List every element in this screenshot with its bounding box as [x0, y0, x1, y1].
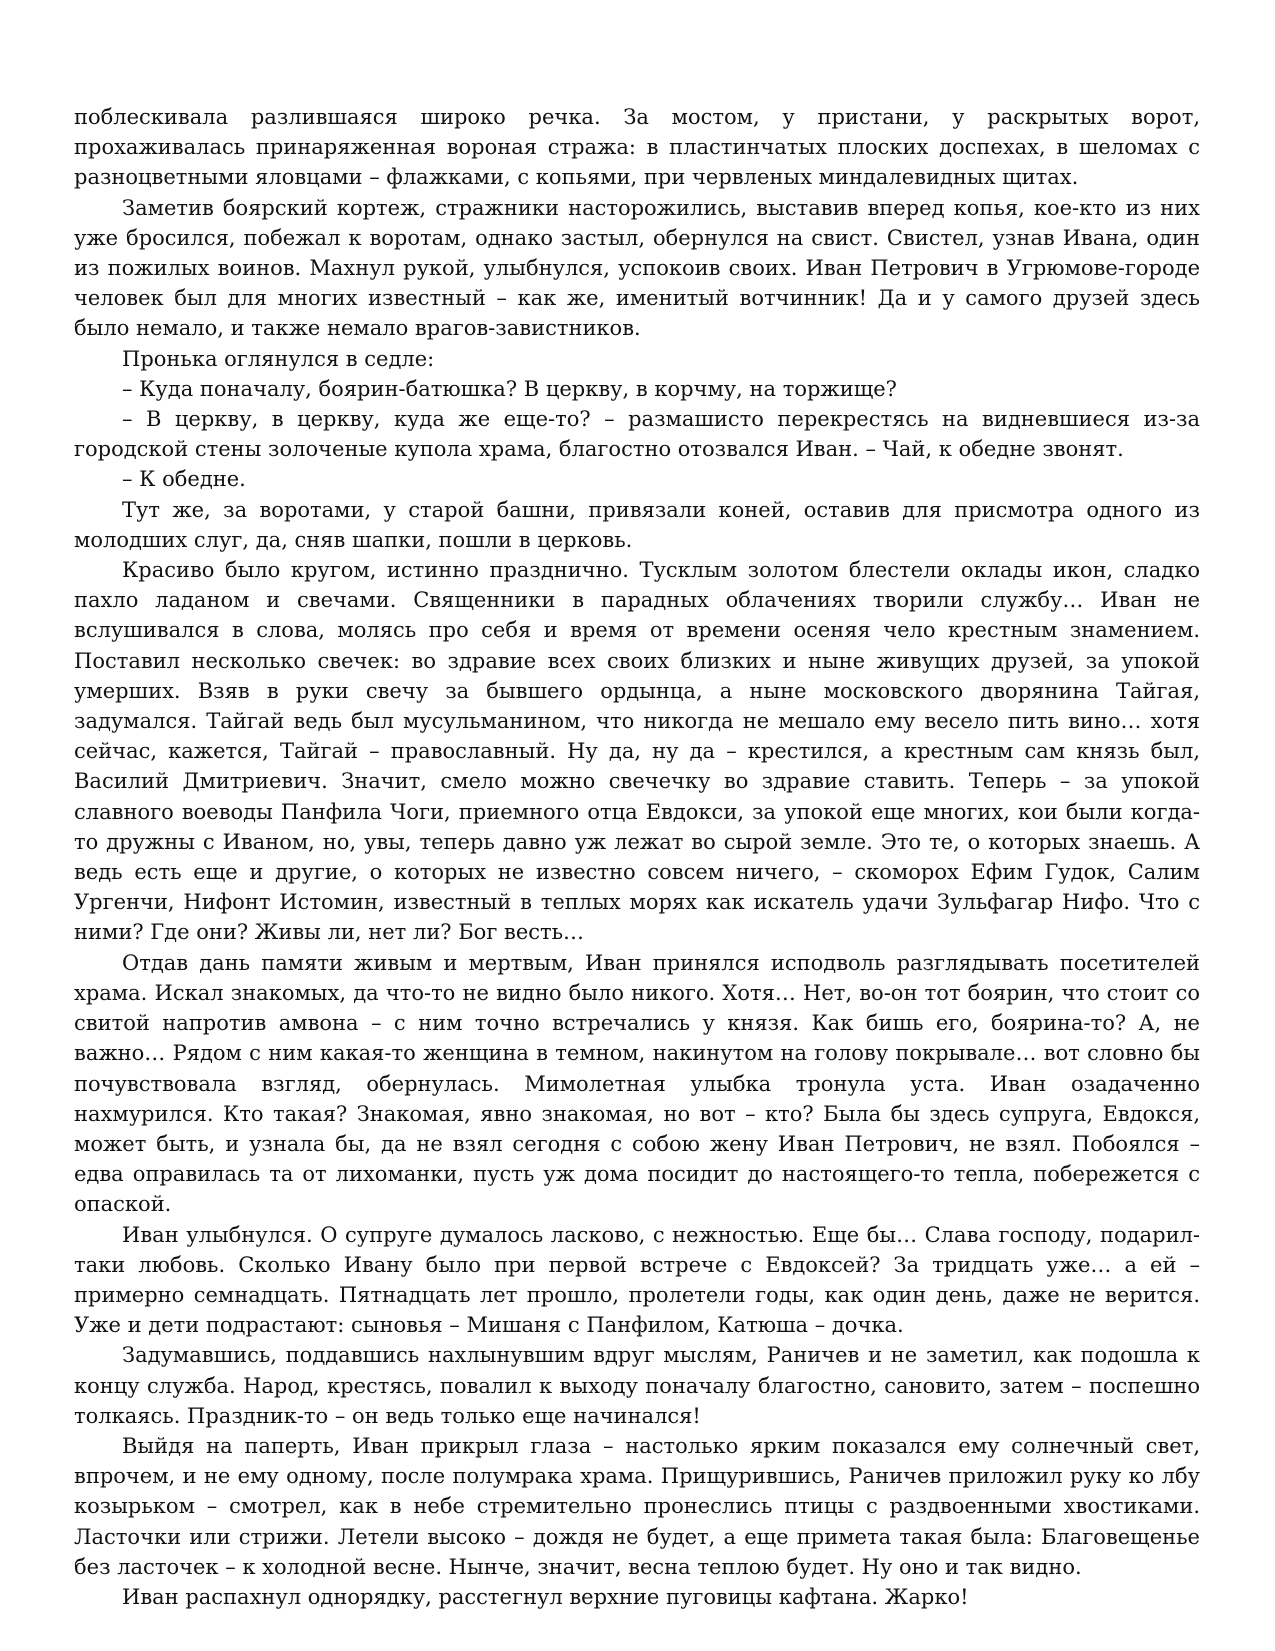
paragraph: – В церкву, в церкву, куда же еще-то? – размашисто перекрестясь на видневшиеся из-за городской стены золоченые купола храма, благостно отозвался Иван. – Чай, к обедне звонят.: [74, 407, 1200, 462]
document-page: [74, 102, 1200, 1612]
paragraph: поблескивала разлившаяся широко речка. За мостом, у пристани, у раскрытых ворот, прохаживалась принаряженная вороная стража: в пластинчатых плоских доспехах, в шеломах с разноцветными яловцами – флажками, с копьями, при червленых миндалевидных щитах.: [74, 105, 1200, 190]
paragraph: – К обедне.: [122, 467, 246, 492]
paragraph: Красиво было кругом, истинно празднично. Тусклым золотом блестели оклады икон, сладко пахло ладаном и свечами. Священники в парадных облачениях творили службу… Иван не вслушивался в слова, молясь про себя и время от времени осеняя чело крестным знамением. Поставил несколько свечек: во здравие всех своих близких и ныне живущих друзей, за упокой умерших. Взяв в руки свечу за бывшего ордынца, а ныне московского дворянина Тайгая, задумался. Тайгай ведь был мусульманином, что никогда не мешало ему весело пить вино… хотя сейчас, кажется, Тайгай – православный. Ну да, ну да – крестился, а крестным сам князь был, Василий Дмитриевич. Значит, смело можно свечечку во здравие ставить. Теперь – за упокой славного воеводы Панфила Чоги, приемного отца Евдокси, за упокой еще многих, кои были когда-то дружны с Иваном, но, увы, теперь давно уж лежат во сырой земле. Это те, о которых знаешь. А ведь есть еще и другие, о которых не известно совсем ничего, – скоморох Ефим Гудок, Салим Ургенчи, Нифонт Истомин, известный в теплых морях как искатель удачи Зульфагар Нифо. Что с ними? Где они? Живы ли, нет ли? Бог весть…: [74, 558, 1200, 945]
paragraph: Тут же, за воротами, у старой башни, привязали коней, оставив для присмотра одного из молодших слуг, да, сняв шапки, пошли в церковь.: [74, 497, 1200, 552]
paragraph: Отдав дань памяти живым и мертвым, Иван принялся исподволь разглядывать посетителей храма. Искал знакомых, да что-то не видно было никого. Хотя… Нет, во-он тот боярин, что стоит со свитой напротив амвона – с ним точно встречались у князя. Как бишь его, боярина-то? А, не важно… Рядом с ним какая-то женщина в темном, накинутом на голову покрывале… вот словно бы почувствовала взгляд, обернулась. Мимолетная улыбка тронула уста. Иван озадаченно нахмурился. Кто такая? Знакомая, явно знакомая, но вот – кто? Была бы здесь супруга, Евдокся, может быть, и узнала бы, да не взял сегодня с собою жену Иван Петрович, не взял. Побоялся – едва оправилась та от лихоманки, пусть уж дома посидит до настоящего-то тепла, побережется с опаской.: [74, 950, 1200, 1217]
paragraph: Иван распахнул однорядку, расстегнул верхние пуговицы кафтана. Жарко!: [122, 1584, 969, 1609]
paragraph: Иван улыбнулся. О супруге думалось ласково, с нежностью. Еще бы… Слава господу, подарил-таки любовь. Сколько Ивану было при первой встрече с Евдоксей? За тридцать уже… а ей – примерно семнадцать. Пятнадцать лет прошло, пролетели годы, как один день, даже не верится. Уже и дети подрастают: сыновья – Мишаня с Панфилом, Катюша – дочка.: [74, 1222, 1200, 1338]
paragraph: – Куда поначалу, боярин-батюшка? В церкву, в корчму, на торжище?: [122, 376, 897, 401]
paragraph: Заметив боярский кортеж, стражники насторожились, выставив вперед копья, кое-кто из них уже бросился, побежал к воротам, однако застыл, обернулся на свист. Свистел, узнав Ивана, один из пожилых воинов. Махнул рукой, улыбнулся, успокоив своих. Иван Петрович в Угрюмове-городе человек был для многих известный – как же, именитый вотчинник! Да и у самого друзей здесь было немало, и также немало врагов-завистников.: [74, 195, 1200, 341]
paragraph: Выйдя на паперть, Иван прикрыл глаза – настолько ярким показался ему солнечный свет, впрочем, и не ему одному, после полумрака храма. Прищурившись, Раничев приложил руку ко лбу козырьком – смотрел, как в небе стремительно пронеслись птицы с раздвоенными хвостиками. Ласточки или стрижи. Летели высоко – дождя не будет, а еще примета такая была: Благовещенье без ласточек – к холодной весне. Нынче, значит, весна теплою будет. Ну оно и так видно.: [74, 1433, 1200, 1579]
paragraph: Пронька оглянулся в седле:: [122, 346, 435, 371]
paragraph: Задумавшись, поддавшись нахлынувшим вдруг мыслям, Раничев и не заметил, как подошла к концу служба. Народ, крестясь, повалил к выходу поначалу благостно, сановито, затем – поспешно толкаясь. Праздник-то – он ведь только еще начинался!: [74, 1343, 1200, 1428]
